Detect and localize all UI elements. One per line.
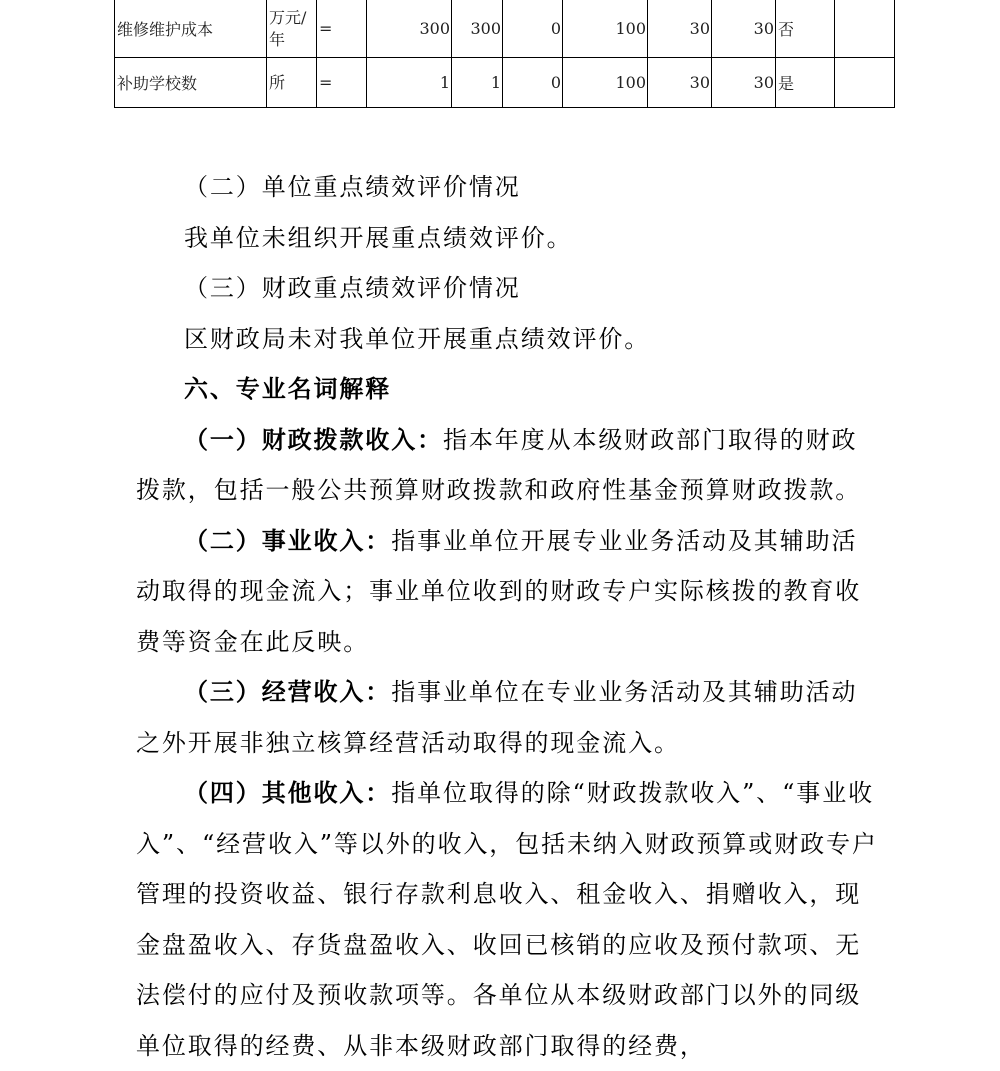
term-definition	[136, 516, 880, 668]
value-cell: 300	[452, 0, 503, 58]
term-text: 指单位取得的除“财政拨款收入”、“事业收入”、“经营收入”等以外的收入，包括未纳入财政预算或财政专户管理的投资收益、银行存款利息收入、租金收入、捐赠收入，现金盘盈收入、存货盘盈收入、收回已核销的应收及预付款项、无法偿付的应付及预收款项等。各单位从本级财政部门以外的同级单位取得的经费、从非本级财政部门取得的经费，	[136, 779, 878, 1060]
note-cell	[835, 0, 895, 58]
value-cell: 100	[563, 0, 648, 58]
operator-cell: =	[317, 58, 367, 108]
value-cell: 100	[563, 58, 648, 108]
term-label: （二）事业收入：	[184, 526, 392, 555]
term-definition	[136, 768, 880, 1071]
chapter-heading	[136, 364, 880, 415]
value-cell: 0	[503, 58, 563, 108]
term-definition	[136, 667, 880, 768]
operator-cell: =	[317, 0, 367, 58]
unit-cell: 所	[267, 58, 317, 108]
section-heading-text: （三）财政重点绩效评价情况	[184, 274, 521, 302]
section-heading	[136, 162, 880, 213]
paragraph	[136, 314, 880, 365]
value-cell: 30	[712, 0, 776, 58]
term-text: 指事业单位开展专业业务活动及其辅助活动取得的现金流入；事业单位收到的财政专户实际核拨的教育收费等资金在此反映。	[136, 526, 862, 656]
value-cell: 1	[452, 58, 503, 108]
indicator-name-cell: 维修维护成本	[115, 0, 267, 58]
section-heading-text: （二）单位重点绩效评价情况	[184, 173, 521, 201]
term-label: （一）财政拨款收入：	[184, 425, 443, 454]
value-cell: 30	[648, 0, 712, 58]
paragraph	[136, 213, 880, 264]
yes-no-cell: 是	[776, 58, 835, 108]
document-body	[136, 162, 880, 1071]
value-cell: 30	[648, 58, 712, 108]
value-cell: 1	[367, 58, 452, 108]
indicator-name-cell: 补助学校数	[115, 58, 267, 108]
chapter-heading-text: 六、专业名词解释	[184, 375, 392, 403]
value-cell: 300	[367, 0, 452, 58]
term-label: （三）经营收入：	[184, 678, 392, 706]
table-row	[115, 58, 895, 108]
term-definition	[136, 415, 880, 516]
note-cell	[835, 58, 895, 108]
term-text: 指事业单位在专业业务活动及其辅助活动之外开展非独立核算经营活动取得的现金流入。	[136, 678, 858, 757]
unit-cell: 万元/年	[267, 0, 317, 58]
paragraph-text: 区财政局未对我单位开展重点绩效评价。	[184, 324, 651, 353]
term-label: （四）其他收入：	[184, 779, 392, 807]
value-cell: 0	[503, 0, 563, 58]
paragraph-text: 我单位未组织开展重点绩效评价。	[184, 223, 573, 252]
performance-indicator-table	[114, 0, 895, 108]
yes-no-cell: 否	[776, 0, 835, 58]
section-heading	[136, 263, 880, 314]
term-text: 指本年度从本级财政部门取得的财政拨款，包括一般公共预算财政拨款和政府性基金预算财政拨款。	[136, 425, 862, 504]
value-cell: 30	[712, 58, 776, 108]
table-row	[115, 0, 895, 58]
